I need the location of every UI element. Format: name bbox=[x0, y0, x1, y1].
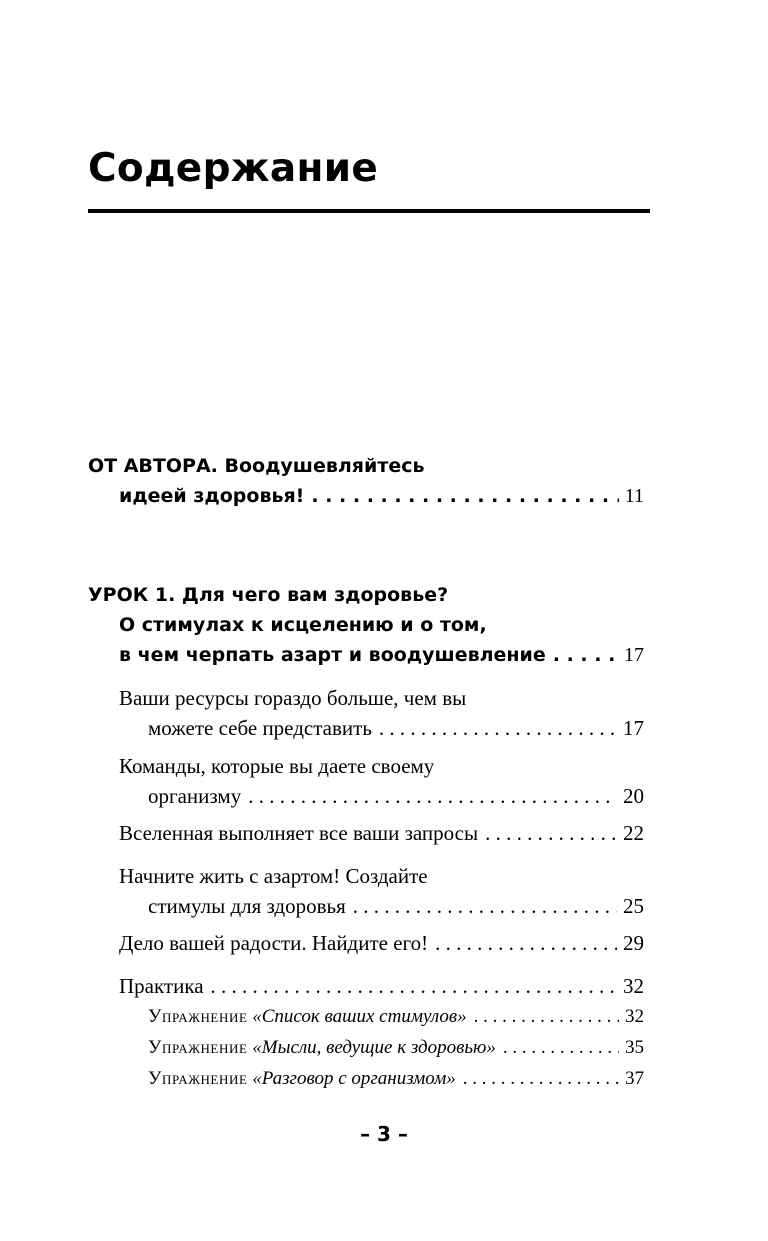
toc-line bbox=[88, 716, 644, 746]
toc-entry-title: О стимулах к исцелению и о том, bbox=[119, 614, 487, 636]
dot-leader bbox=[485, 821, 617, 846]
dot-leader bbox=[211, 974, 617, 999]
exercise-title: «Разговор с организмом» bbox=[252, 1068, 456, 1089]
dot-leader bbox=[311, 485, 618, 507]
exercise-label: Упражнение bbox=[148, 1037, 248, 1058]
dot-leader bbox=[553, 644, 618, 666]
toc-line bbox=[88, 754, 644, 784]
toc-line bbox=[88, 784, 644, 814]
toc-section-title: Команды, которые вы даете своему bbox=[119, 754, 435, 778]
toc-exercise-stimuli[interactable] bbox=[88, 1006, 644, 1037]
toc-section-practice[interactable] bbox=[88, 974, 644, 1004]
exercise-label: Упражнение bbox=[148, 1006, 248, 1027]
toc-section-title: стимулы для здоровья bbox=[148, 894, 346, 918]
toc-line bbox=[88, 974, 644, 1004]
toc-section-title: Ваши ресурсы гораздо больше, чем вы bbox=[119, 686, 467, 710]
toc-line bbox=[88, 894, 644, 924]
page-number: 17 bbox=[624, 644, 644, 666]
toc-section-title: можете себе представить bbox=[148, 716, 372, 740]
title-rule bbox=[88, 209, 650, 213]
dot-leader bbox=[353, 894, 617, 919]
dot-leader bbox=[248, 784, 617, 809]
toc-line bbox=[88, 686, 644, 716]
toc-section-start-living[interactable] bbox=[88, 864, 644, 924]
page-number: 20 bbox=[623, 784, 644, 808]
toc-exercise-title bbox=[148, 1006, 467, 1028]
page-title: Содержание bbox=[88, 146, 379, 191]
toc-line bbox=[88, 931, 644, 961]
page-number: 32 bbox=[623, 974, 644, 998]
exercise-title: «Список ваших стимулов» bbox=[252, 1006, 467, 1027]
toc-section-resources[interactable] bbox=[88, 686, 644, 746]
page-number: 25 bbox=[623, 894, 644, 918]
toc-section-title: Вселенная выполняет все ваши запросы bbox=[119, 821, 479, 845]
toc-line bbox=[88, 644, 644, 674]
toc-section-joy[interactable] bbox=[88, 931, 644, 961]
page-number: 22 bbox=[623, 821, 644, 845]
toc-entry-title: ОТ АВТОРА. Воодушевляйтесь bbox=[88, 455, 425, 477]
toc-exercise-title bbox=[148, 1068, 456, 1090]
toc-entry-author[interactable] bbox=[88, 455, 644, 515]
exercise-title: «Мысли, ведущие к здоровью» bbox=[252, 1037, 496, 1058]
toc-exercise-thoughts[interactable] bbox=[88, 1037, 644, 1068]
dot-leader bbox=[463, 1068, 619, 1090]
toc-line bbox=[88, 614, 644, 644]
page-number: 32 bbox=[625, 1006, 644, 1027]
toc-entry-title: в чем черпать азарт и воодушевление bbox=[119, 644, 546, 666]
toc-entry-title: идеей здоровья! bbox=[119, 485, 305, 507]
toc-section-title: Начните жить с азартом! Создайте bbox=[119, 864, 428, 888]
page-number-footer: – 3 – bbox=[360, 1122, 408, 1146]
toc-exercises bbox=[88, 1006, 644, 1099]
dot-leader bbox=[379, 716, 617, 741]
toc-section-universe[interactable] bbox=[88, 821, 644, 851]
toc-exercise-conversation[interactable] bbox=[88, 1068, 644, 1099]
page-number: 17 bbox=[623, 716, 644, 740]
page-number: 35 bbox=[625, 1037, 644, 1058]
toc-section-title: Практика bbox=[119, 974, 204, 998]
toc-section-commands[interactable] bbox=[88, 754, 644, 814]
dot-leader bbox=[435, 931, 617, 956]
toc-entry-lesson-1[interactable] bbox=[88, 584, 644, 674]
toc-line bbox=[88, 584, 644, 614]
toc-exercise-title bbox=[148, 1037, 496, 1059]
toc-line bbox=[88, 821, 644, 851]
page-number: 29 bbox=[623, 931, 644, 955]
page-number: 11 bbox=[624, 485, 644, 507]
exercise-label: Упражнение bbox=[148, 1068, 248, 1089]
toc-line bbox=[88, 455, 644, 485]
toc-line bbox=[88, 485, 644, 515]
page-number: 37 bbox=[625, 1068, 644, 1089]
dot-leader bbox=[474, 1006, 619, 1028]
toc-line bbox=[88, 864, 644, 894]
toc-section-title: Дело вашей радости. Найдите его! bbox=[119, 931, 429, 955]
dot-leader bbox=[503, 1037, 619, 1059]
toc-entry-title: УРОК 1. Для чего вам здоровье? bbox=[88, 584, 449, 606]
toc-section-title: организму bbox=[148, 784, 242, 808]
